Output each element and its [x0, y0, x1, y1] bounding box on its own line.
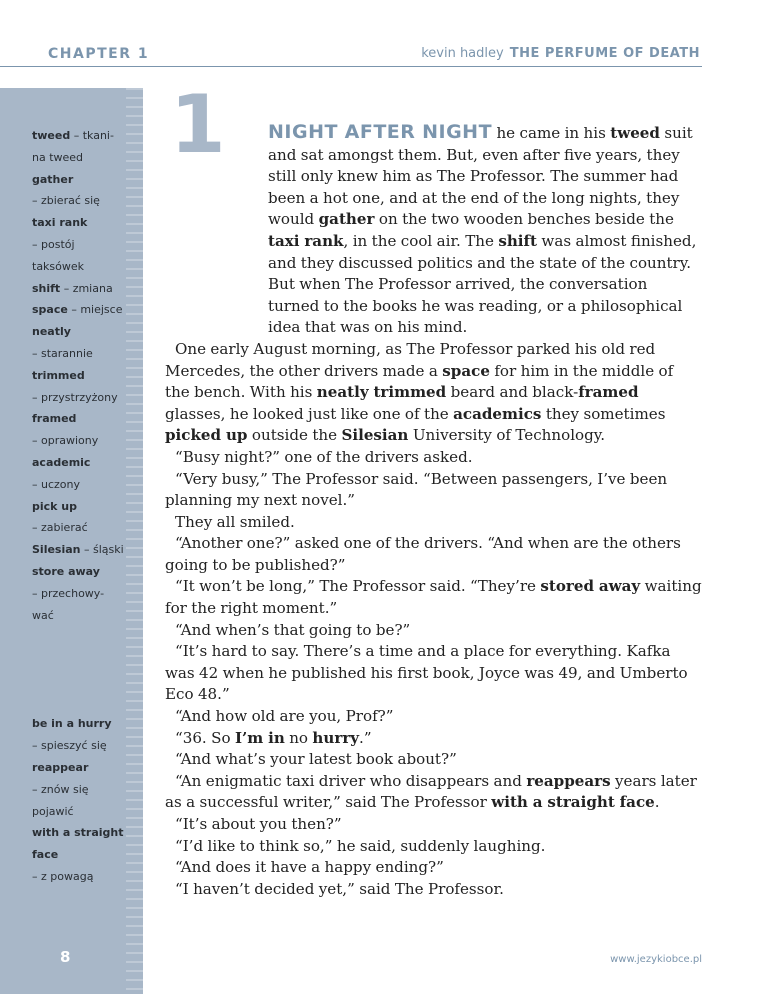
story-paragraph — [165, 857, 702, 879]
text-run: “36. So — [175, 728, 235, 747]
glossary-entry — [32, 299, 124, 321]
glossary-entry — [32, 408, 124, 430]
glossed-word: hurry — [312, 728, 360, 747]
glossary-term: tweed — [32, 129, 71, 142]
glossary-term: face — [32, 848, 59, 862]
chapter-drop-number: 1 — [170, 78, 226, 171]
glossary-entry — [32, 387, 124, 409]
text-run: on the two wooden benches beside the — [374, 210, 674, 229]
glossary-entry — [32, 452, 124, 474]
glossary-term: trimmed — [32, 368, 85, 382]
running-header — [421, 46, 700, 61]
glossary-entry — [32, 822, 124, 844]
glossary-entry — [32, 801, 124, 823]
glossary-term: reappear — [32, 760, 89, 774]
glossary-entry — [32, 474, 124, 496]
story-paragraph — [165, 122, 702, 339]
text-run: “It’s about you then?” — [175, 815, 342, 833]
glossed-word: academics — [453, 404, 542, 423]
glossed-word: reappears — [526, 771, 611, 790]
text-run: “And when’s that going to be?” — [175, 620, 411, 639]
glossary-definition: pojawić — [32, 804, 74, 818]
story-paragraph — [165, 620, 702, 642]
glossary-term: framed — [32, 412, 77, 426]
glossary-entry — [32, 779, 124, 801]
glossary-definition: – spieszyć się — [32, 739, 107, 753]
story-paragraph — [165, 339, 702, 447]
glossary-entry — [32, 169, 124, 191]
glossary-entry — [32, 539, 124, 561]
author-name: kevin hadley — [421, 46, 504, 61]
text-run: was almost finished, and they discussed politics and the state of the country. But when The Professor arrived, the conversation turned to the books he was reading, or a philosophical idea that was on his mind. — [268, 231, 697, 337]
glossary-list — [32, 125, 124, 888]
glossary-entry — [32, 517, 124, 539]
footer-url[interactable]: www.jezykiobce.pl — [610, 954, 702, 965]
glossed-word: picked up — [165, 426, 248, 445]
glossary-term: taxi rank — [32, 216, 88, 230]
glossed-word: with a straight face — [491, 793, 655, 812]
text-run: they sometimes — [541, 404, 666, 423]
glossary-definition: – przystrzyżony — [32, 390, 118, 404]
glossary-entry — [32, 343, 124, 365]
text-run: One early August morning, as The Professor parked his old red Mercedes, the other drivers made a — [165, 339, 656, 380]
story-paragraph — [165, 512, 702, 534]
sidebar-torn-edge — [126, 88, 143, 994]
glossary-term: shift — [32, 281, 61, 295]
story-paragraph — [165, 771, 702, 814]
glossary-entry — [32, 147, 124, 169]
glossary-term: pick up — [32, 499, 78, 513]
text-run: “And how old are you, Prof?” — [175, 707, 394, 726]
glossary-entry — [32, 430, 124, 452]
glossary-entry — [32, 757, 124, 779]
text-run: outside the — [247, 426, 342, 445]
page-number: 8 — [60, 948, 71, 966]
glossary-definition: – przechowy- — [32, 586, 105, 600]
glossary-definition: – oprawiony — [32, 434, 99, 448]
text-run: “I haven’t decided yet,” said The Professor. — [175, 879, 504, 898]
glossary-entry — [32, 561, 124, 583]
glossary-gap — [32, 626, 124, 713]
glossary-definition: – tkani- — [70, 129, 114, 142]
text-run: waiting for the right moment.” — [165, 577, 702, 618]
text-run: “And does it have a happy ending?” — [175, 858, 444, 877]
glossary-definition: – z powagą — [32, 869, 94, 883]
glossary-entry — [32, 583, 124, 605]
story-paragraph — [165, 749, 702, 771]
glossary-entry — [32, 321, 124, 343]
glossary-definition: – zmiana — [60, 281, 113, 295]
glossary-entry — [32, 234, 124, 256]
text-run: no — [284, 728, 313, 747]
text-run: suit and sat amongst them. But, even after five years, they still only knew him as The Professor. The summer had been a hot one, and at the end of the long nights, they would — [268, 124, 693, 229]
book-title: THE PERFUME OF DEATH — [509, 46, 700, 61]
story-paragraph — [165, 814, 702, 836]
text-run: “Another one?” asked one of the drivers. “And when are the others going to be published?” — [165, 534, 681, 574]
glossary-definition: taksówek — [32, 259, 85, 273]
text-run: University of Technology. — [408, 426, 606, 445]
story-paragraph — [165, 836, 702, 858]
glossed-word: space — [442, 361, 490, 380]
glossary-entry — [32, 866, 124, 888]
glossed-word: neatly trimmed — [316, 383, 447, 402]
glossary-entry — [32, 278, 124, 300]
text-run: “An enigmatic taxi driver who disappears and — [175, 771, 527, 790]
chapter-label: CHAPTER 1 — [48, 46, 150, 62]
text-run: he came in his — [492, 124, 611, 142]
glossed-word: tweed — [610, 124, 660, 142]
text-run: “It’s hard to say. There’s a time and a place for everything. Kafka was 42 when he published his first book, Joyce was 49, and Umberto Eco 48.” — [165, 642, 688, 704]
text-run: “And what’s your latest book about?” — [175, 750, 457, 769]
text-run: “It won’t be long,” The Professor said. “They’re — [175, 577, 541, 596]
glossed-word: Silesian — [341, 426, 409, 445]
glossary-entry — [32, 735, 124, 757]
glossary-entry — [32, 496, 124, 518]
story-paragraph — [165, 576, 702, 619]
story-paragraph — [165, 879, 702, 901]
text-run: “Very busy,” The Professor said. “Between passengers, I’ve been planning my next novel.” — [165, 469, 668, 510]
glossary-entry — [32, 844, 124, 866]
glossary-entry — [32, 605, 124, 627]
glossary-term: neatly — [32, 325, 71, 339]
text-run: beard and black- — [446, 383, 579, 402]
glossed-word: stored away — [540, 577, 641, 596]
text-run: , in the cool air. The — [343, 231, 499, 250]
glossary-term: gather — [32, 172, 74, 186]
text-run: for him in the middle of the bench. With his — [165, 361, 674, 402]
glossary-definition: – postój — [32, 237, 75, 251]
glossary-term: Silesian — [32, 543, 81, 557]
opening-words: NIGHT AFTER NIGHT — [268, 121, 493, 143]
story-text — [165, 122, 702, 900]
glossary-entry — [32, 256, 124, 278]
story-paragraph — [165, 728, 702, 750]
story-paragraph — [165, 469, 702, 512]
glossary-entry — [32, 365, 124, 387]
text-run: years later as a successful writer,” said The Professor — [165, 771, 697, 812]
glossed-word: framed — [578, 383, 639, 402]
glossary-definition: – zabierać — [32, 521, 88, 535]
glossary-term: academic — [32, 455, 91, 469]
glossary-definition: – miejsce — [67, 303, 123, 317]
story-paragraph — [165, 533, 702, 576]
glossary-definition: – znów się — [32, 782, 89, 796]
glossary-definition: wać — [32, 608, 54, 622]
text-run: glasses, he looked just like one of the — [165, 404, 454, 423]
glossary-term: store away — [32, 564, 100, 578]
text-run: . — [654, 793, 660, 812]
text-run: .” — [359, 728, 372, 747]
glossary-entry — [32, 125, 124, 147]
glossed-word: shift — [498, 231, 537, 250]
glossary-definition: – starannie — [32, 346, 93, 360]
story-paragraph — [165, 641, 702, 706]
glossed-word: taxi rank — [268, 231, 344, 250]
story-paragraph — [165, 447, 702, 469]
glossary-term: space — [32, 303, 68, 317]
glossary-entry — [32, 713, 124, 735]
text-run: They all smiled. — [175, 512, 295, 531]
text-run: “I’d like to think so,” he said, suddenly laughing. — [175, 836, 546, 855]
glossary-term: be in a hurry — [32, 717, 112, 731]
glossary-term: with a straight — [32, 826, 124, 840]
header-rule — [0, 66, 702, 67]
story-paragraph — [165, 706, 702, 728]
glossary-entry — [32, 212, 124, 234]
glossed-word: I’m in — [234, 728, 285, 747]
glossary-definition: na tweed — [32, 150, 84, 164]
glossed-word: gather — [318, 210, 375, 229]
glossary-definition: – zbierać się — [32, 194, 100, 208]
glossary-entry — [32, 190, 124, 212]
glossary-definition: – śląski — [80, 543, 124, 557]
glossary-definition: – uczony — [32, 477, 81, 491]
text-run: “Busy night?” one of the drivers asked. — [175, 447, 473, 466]
